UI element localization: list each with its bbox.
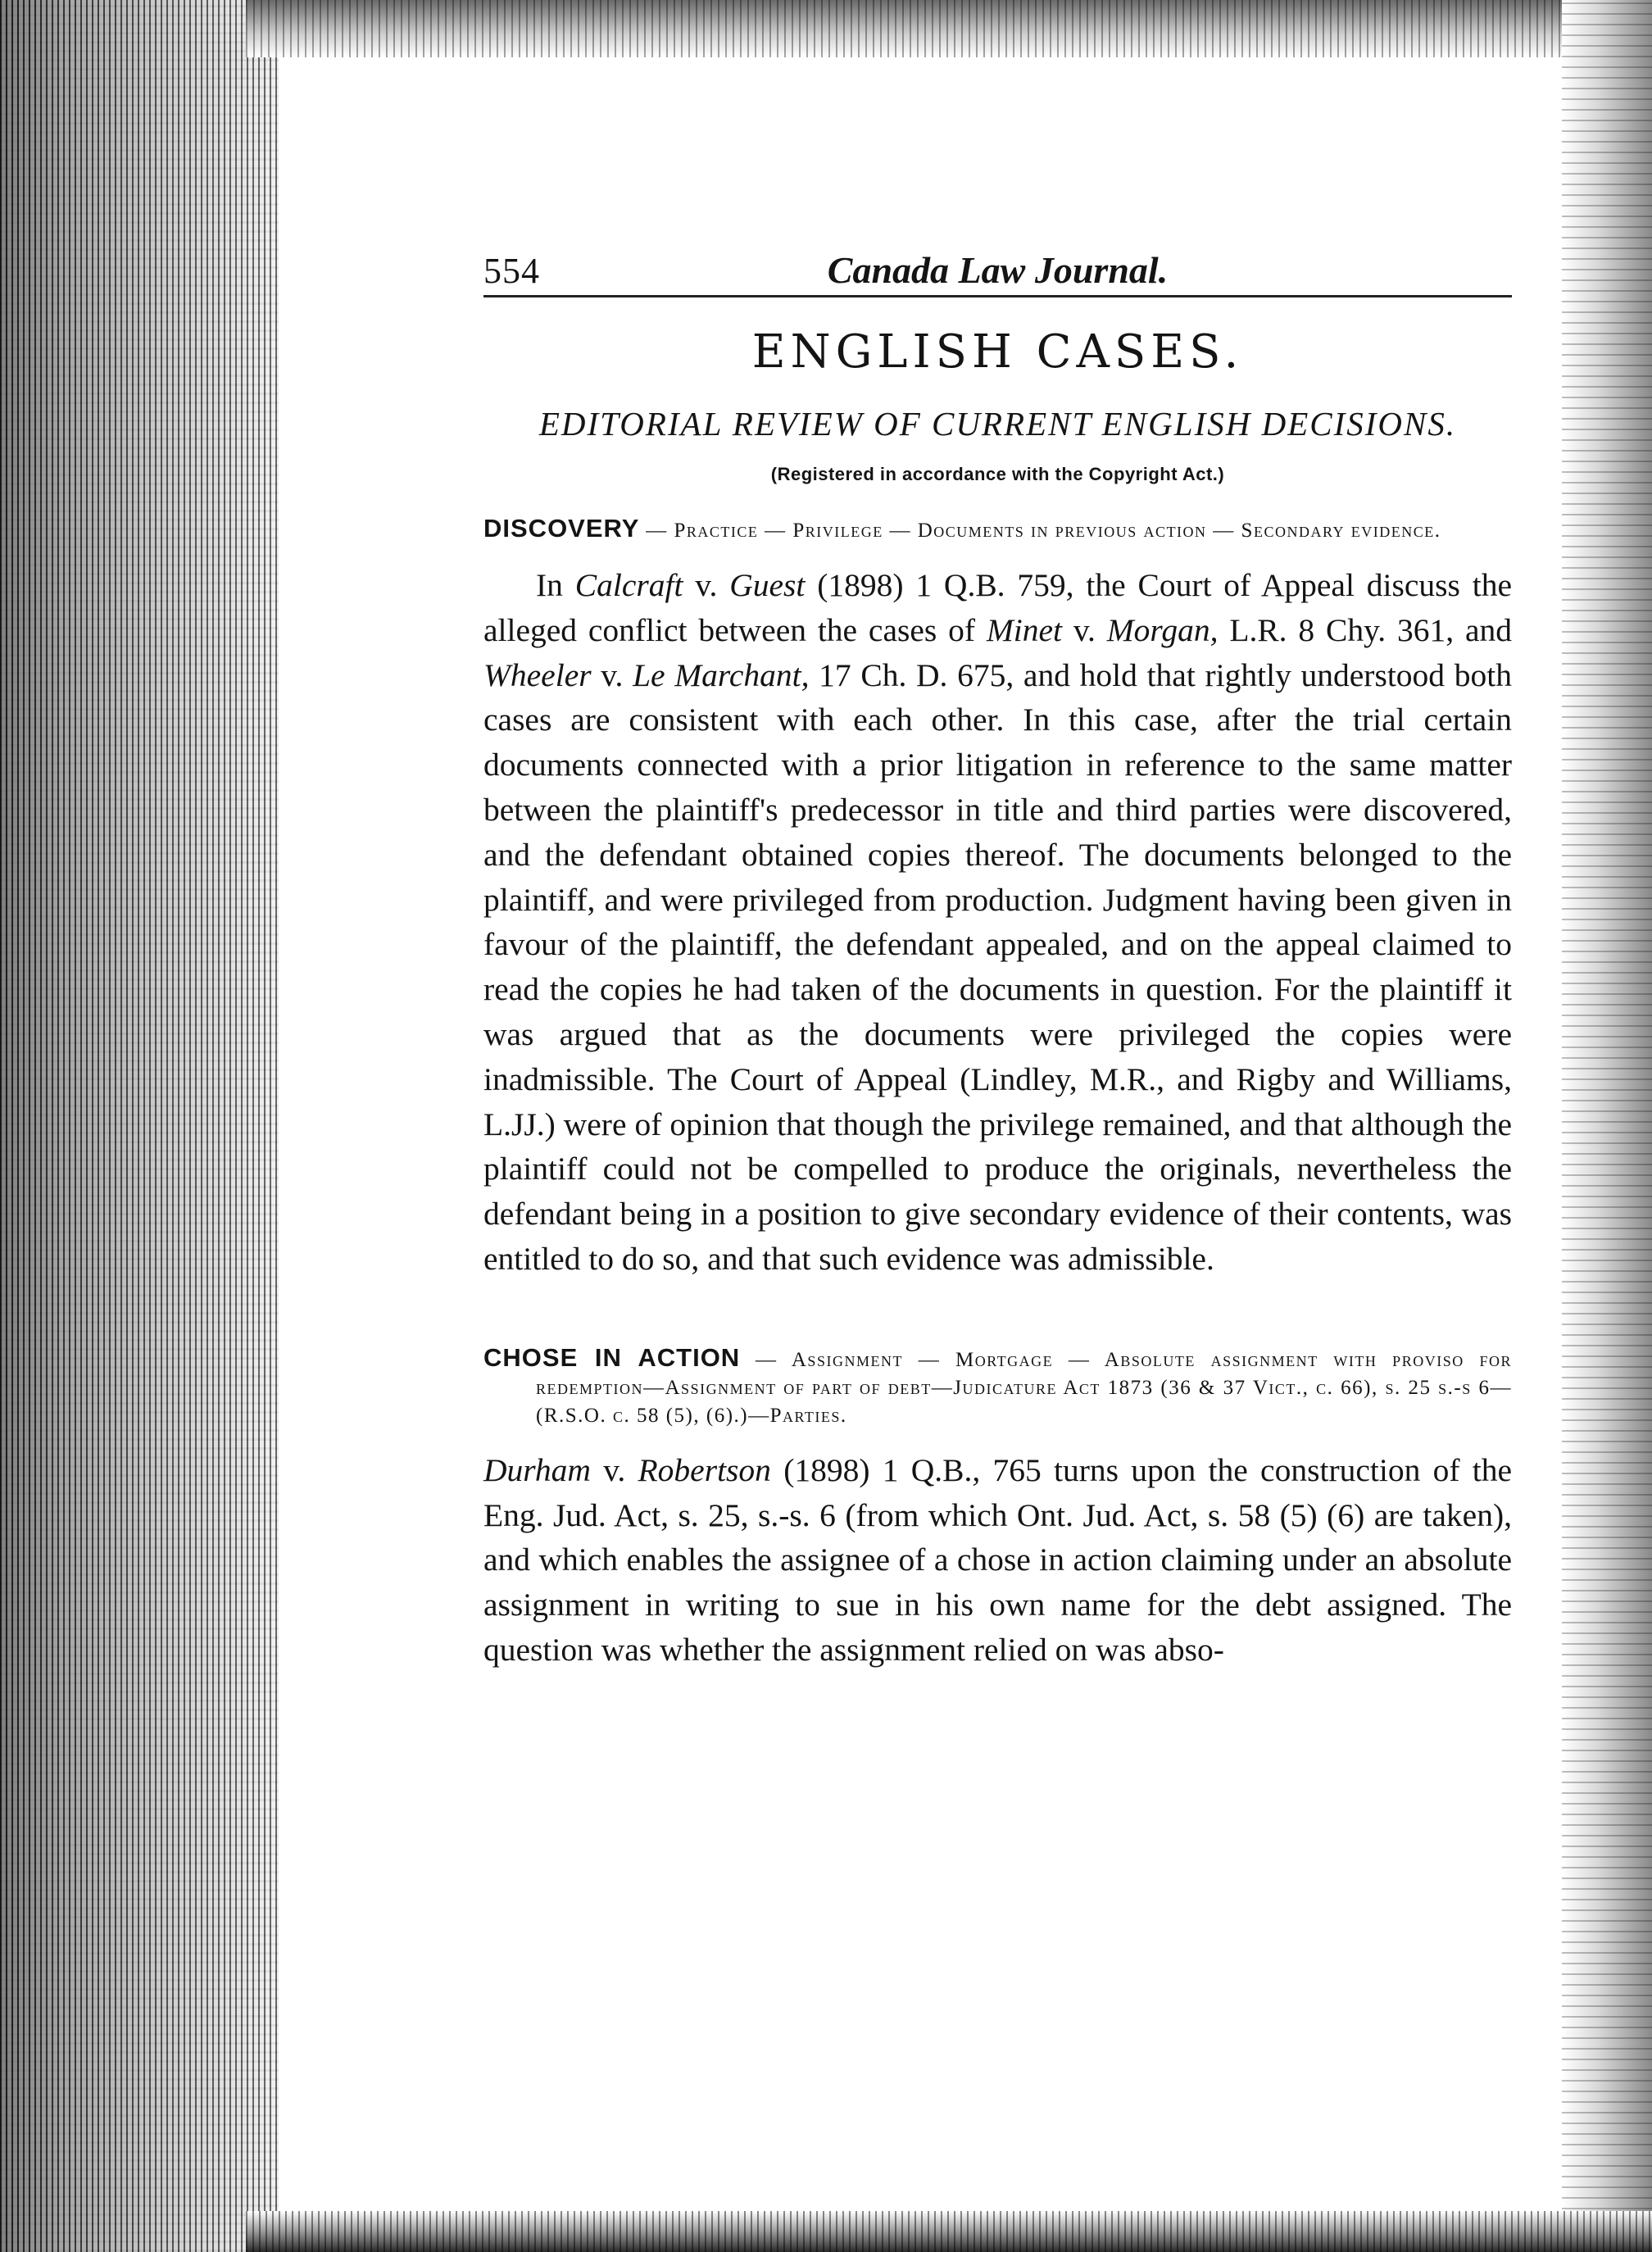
text-run: v. [683,567,730,603]
case-paragraph [483,1448,1512,1673]
case-heading-topics: — Practice — Privilege — Documents in previous action — Secondary evidence. [639,520,1441,542]
section-title: ENGLISH CASES. [751,325,1244,379]
book-spine-shadow [0,0,279,2252]
case-party-name: Durham [483,1451,591,1488]
case-party-name: Calcraft [574,567,683,603]
text-run: L.R. 8 Chy. 361, and [1218,611,1512,648]
page-number: 554 [483,251,540,291]
text-run: (1898) 1 Q.B., 765 turns upon the construction of the Eng. Jud. Act, s. 25, s.-s. 6 (from which Ont. Jud. Act, s. 58 (5) (6) are taken), and which enables the assignee of a chose in action claiming under an absolute assignment in writing to sue in his own name for the debt assigned. The question was whether the assignment relied on was abso- [483,1451,1512,1668]
page-right-edge [1562,0,1652,2252]
case-party-name: Robertson [638,1451,771,1488]
case-party-name: Wheeler [483,656,592,693]
running-head [483,238,1512,297]
text-run: v. [1062,611,1107,648]
journal-title: Canada Law Journal. [827,249,1169,291]
text-run: v. [590,1451,638,1488]
spacer [483,1282,1512,1314]
case-heading [483,1344,1512,1430]
case-party-name: Minet [986,611,1063,648]
copyright-notice: (Registered in accordance with the Copyright Act.) [770,464,1225,484]
case-heading-lead: DISCOVERY [483,514,640,543]
case-heading-lead: CHOSE IN ACTION [483,1342,741,1372]
case-paragraph [483,563,1512,1282]
text-run: v. [591,656,633,693]
page-content [483,238,1512,1673]
section-subtitle: EDITORIAL REVIEW OF CURRENT ENGLISH DECISIONS. [538,405,1457,443]
text-run: 17 Ch. D. 675, and hold that rightly understood both cases are consistent with each other. In this case, after the trial certain documents connected with a prior litigation in reference to the same matter between the plaintiff's predecessor in title and third parties were discovered, and the defendant obtained copies thereof. The documents belonged to the plaintiff, and were privileged from production. Judgment having been given in favour of the plaintiff, the defendant appealed, and on the appeal claimed to read the copies he had taken of the documents in question. For the plaintiff it was argued that as the documents were privileged the copies were inadmissible. The Court of Appeal (Lindley, M.R., and Rigby and Williams, L.JJ.) were of opinion that though the privilege remained, and that although the plaintiff could not be compelled to produce the originals, nevertheless the defendant being in a position to give secondary evidence of their contents, was entitled to do so, and that such evidence was admissible. [483,656,1512,1277]
case-heading [483,515,1512,545]
case-party-name: Le Marchant, [633,656,810,693]
case-heading-topics: — Assignment — Mortgage — Absolute assignment with proviso for redemption—Assignment of part of debt—Judicature Act 1873 (36 & 37 Vict., c. 66), s. 25 s.-s 6—(R.S.O. c. 58 (5), (6).)—Parties. [536,1348,1512,1427]
page-bottom-edge [246,2211,1652,2252]
text-run: (1898) 1 Q.B. 759, the Court of Appeal discuss the alleged conflict between the cases of [483,567,1512,648]
case-party-name: Guest [729,567,806,603]
text-run: In [536,567,575,603]
page-top-edge [246,0,1652,57]
case-party-name: Morgan, [1106,611,1219,648]
